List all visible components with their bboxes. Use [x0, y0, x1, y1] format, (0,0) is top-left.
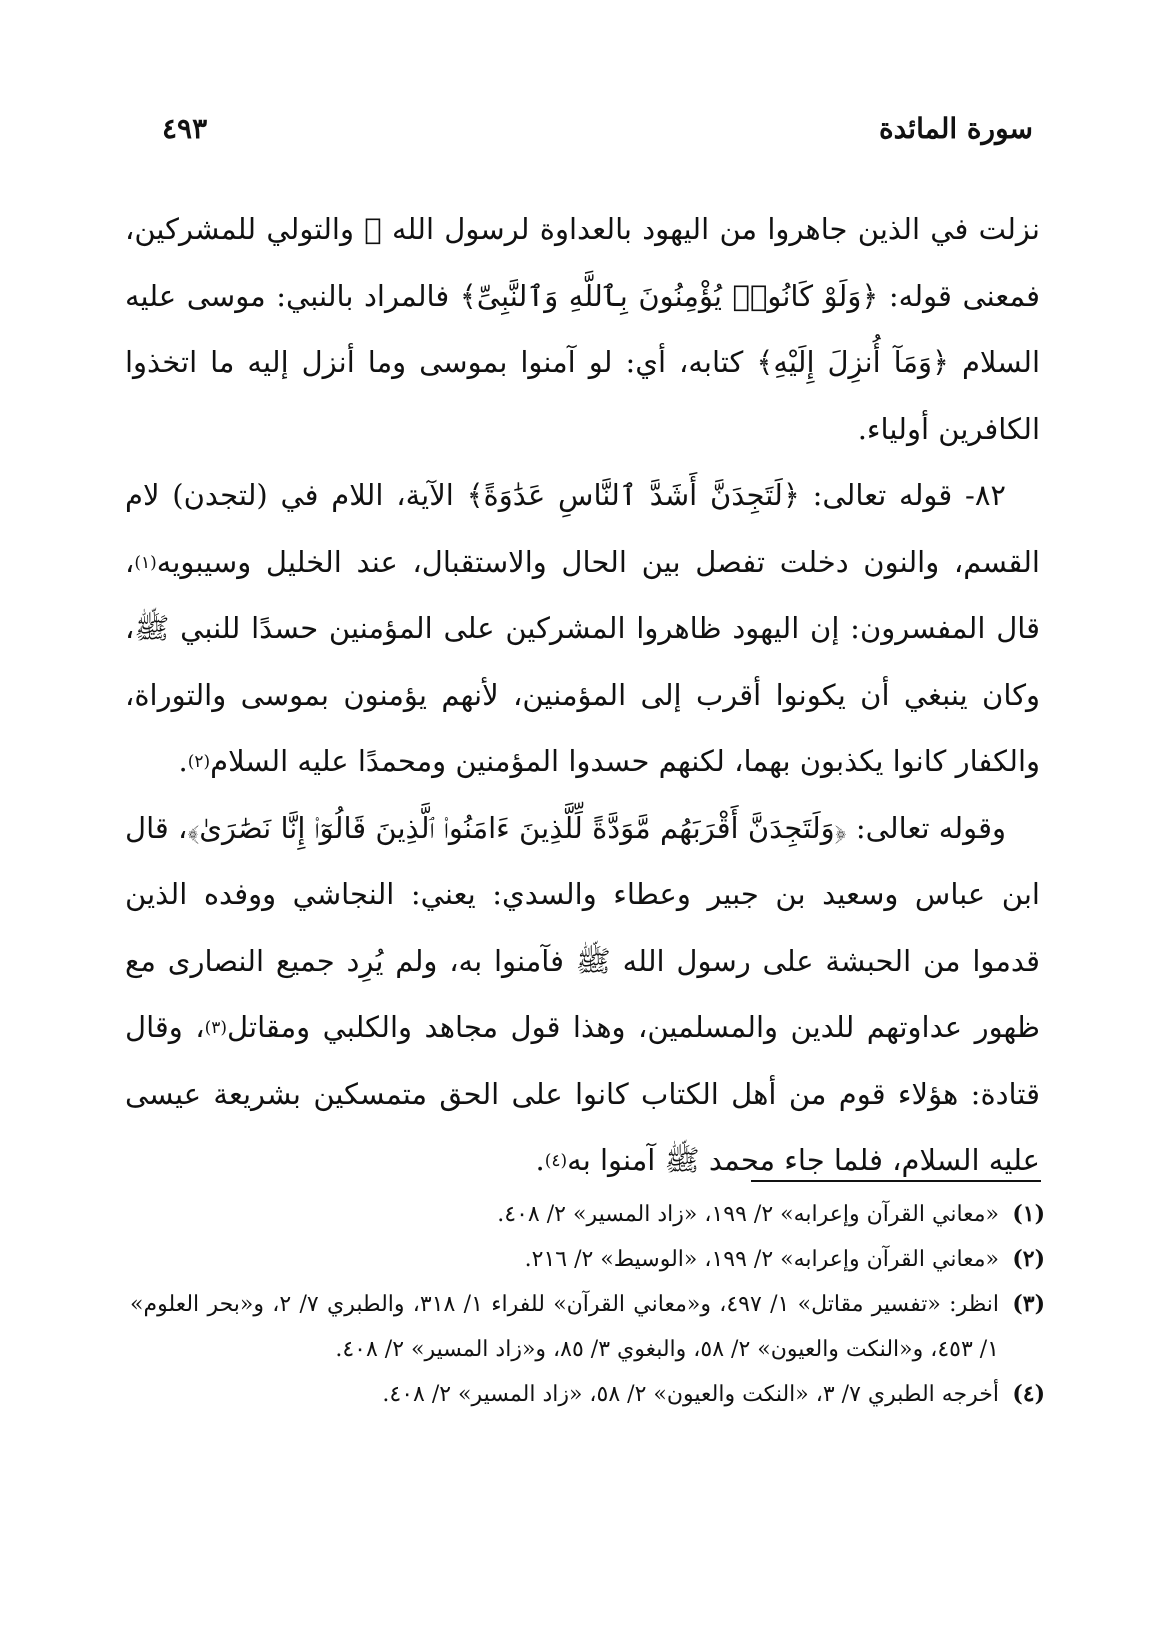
surah-title: سورة المائدة — [878, 112, 1033, 145]
paragraph-2 — [125, 462, 1040, 795]
footnote-2-text: «معاني القرآن وإعرابه» ٢/ ١٩٩، «الوسيط» ٢/ ٢١٦. — [524, 1247, 999, 1272]
footnote-4 — [130, 1372, 1045, 1417]
paragraph-2-text-b: ، قال المفسرون: إن اليهود ظاهروا المشركين على المؤمنين حسدًا للنبي ﷺ، وكان ينبغي أن يكونوا أقرب إلى المؤمنين، لأنهم يؤمنون بموسى والتوراة، والكفار كانوا يكذبون بهما، لكنهم حسدوا المؤمنين ومحمدًا عليه السلام — [125, 544, 1040, 778]
paragraph-3-text-b: ، وقال قتادة: هؤلاء قوم من أهل الكتاب كانوا على الحق متمسكين بشريعة عيسى عليه السلام، فلما جاء محمد ﷺ آمنوا به — [125, 1010, 1040, 1177]
paragraph-3-text-c: . — [535, 1143, 545, 1177]
footnote-1 — [130, 1192, 1045, 1237]
footnote-2-number: (٢) — [1012, 1246, 1045, 1272]
footnote-3-number: (٣) — [1012, 1291, 1045, 1317]
paragraph-3 — [125, 795, 1040, 1194]
paragraph-1-text: نزلت في الذين جاهروا من اليهود بالعداوة لرسول الله ﷺ والتولي للمشركين، فمعنى قوله: ﴿وَلَوْ كَانُوا۟ يُؤْمِنُونَ بِٱللَّهِ وَٱلنَّبِىِّ﴾ فالمراد بالنبي: موسى عليه السلام ﴿وَمَآ أُنزِلَ إِلَيْهِ﴾ كتابه، أي: لو آمنوا بموسى وما أنزل إليه ما اتخذوا الكافرين أولياء. — [125, 212, 1040, 446]
paragraph-3-text-a: وقوله تعالى: ﴿وَلَتَجِدَنَّ أَقْرَبَهُم مَّوَدَّةً لِّلَّذِينَ ءَامَنُوا۟ ٱلَّذِينَ قَالُوٓا۟ إِنَّا نَصَٰرَىٰ﴾، قال ابن عباس وسعيد بن جبير وعطاء والسدي: يعني: النجاشي ووفده الذين قدموا من الحبشة على رسول الله ﷺ فآمنوا به، ولم يُرِد جميع النصارى مع ظهور عداوتهم للدين والمسلمين، وهذا قول مجاهد والكلبي ومقاتل — [125, 810, 1040, 1044]
footnote-2 — [130, 1237, 1045, 1282]
paragraph-1 — [125, 196, 1040, 462]
footnote-ref-1: (١) — [134, 552, 157, 573]
paragraph-2-text-a: ٨٢- قوله تعالى: ﴿لَتَجِدَنَّ أَشَدَّ ٱلنَّاسِ عَدَٰوَةً﴾ الآية، اللام في (لتجدن) لام القسم، والنون دخلت تفصل بين الحال والاستقبال، عند الخليل وسيبويه — [125, 478, 1040, 579]
footnote-3-text: انظر: «تفسير مقاتل» ١/ ٤٩٧، و«معاني القرآن» للفراء ١/ ٣١٨، والطبري ٧/ ٢، و«بحر العلوم» ١/ ٤٥٣، و«النكت والعيون» ٢/ ٥٨، والبغوي ٣/ ٨٥، و«زاد المسير» ٢/ ٤٠٨. — [130, 1292, 1000, 1362]
footnote-1-text: «معاني القرآن وإعرابه» ٢/ ١٩٩، «زاد المسير» ٢/ ٤٠٨. — [497, 1202, 999, 1227]
footnote-ref-4: (٤) — [544, 1151, 568, 1171]
footnote-4-text: أخرجه الطبري ٧/ ٣، «النكت والعيون» ٢/ ٥٨، «زاد المسير» ٢/ ٤٠٨. — [382, 1382, 999, 1407]
paragraph-2-text-c: . — [178, 744, 188, 778]
footnote-ref-3: (٣) — [204, 1018, 228, 1038]
footnotes — [130, 1192, 1045, 1417]
footnote-3 — [130, 1282, 1045, 1372]
page-header — [130, 112, 1033, 156]
page-number: ٤٩٣ — [162, 112, 208, 145]
main-text — [125, 196, 1040, 1194]
footnote-separator — [751, 1180, 1041, 1182]
footnote-4-number: (٤) — [1012, 1381, 1045, 1407]
footnote-1-number: (١) — [1012, 1201, 1045, 1227]
footnote-ref-2: (٢) — [187, 752, 211, 772]
